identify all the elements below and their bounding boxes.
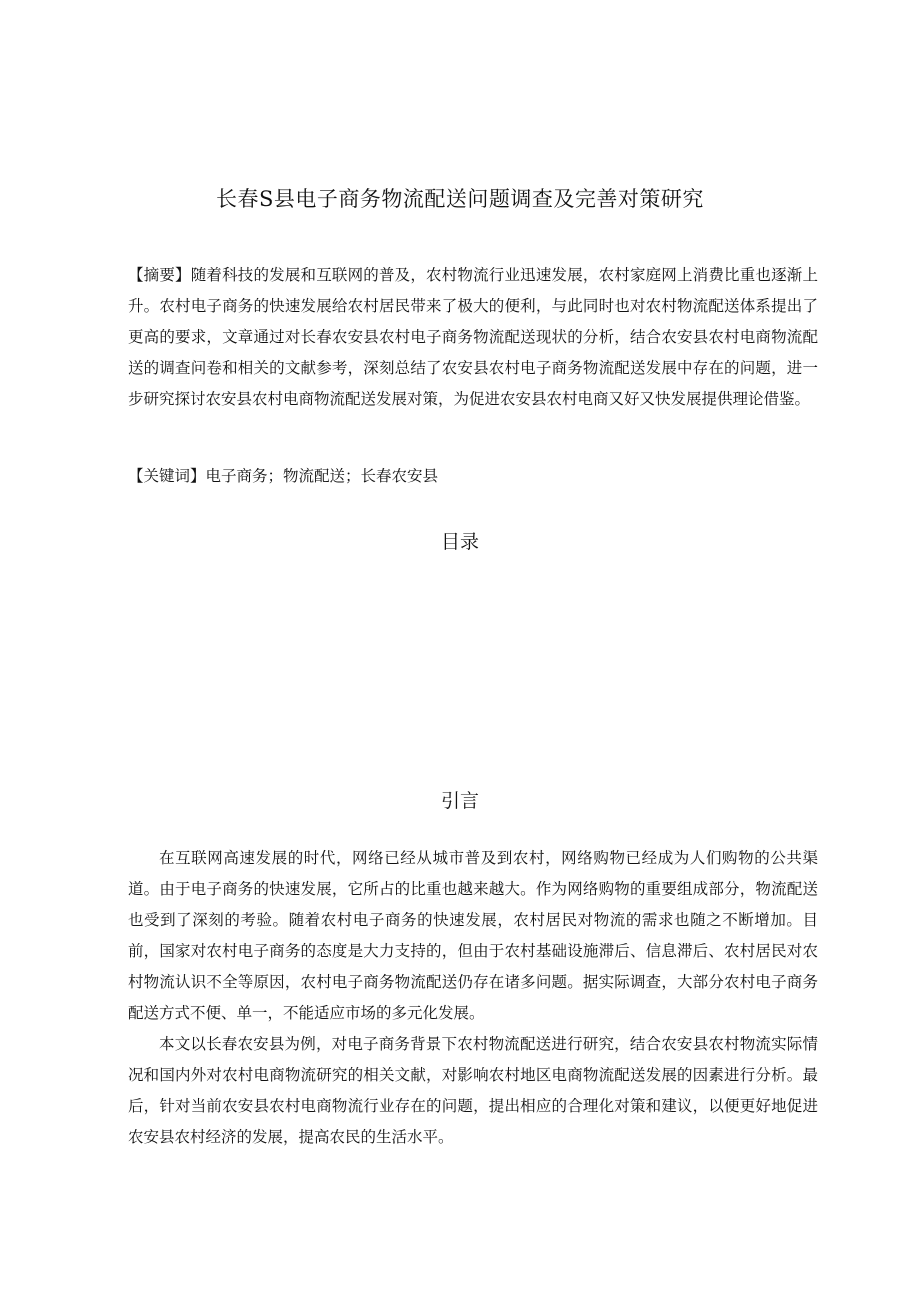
- intro-paragraph: 在互联网高速发展的时代，网络已经从城市普及到农村，网络购物已经成为人们购物的公共渠道。由于电子商务的快速发展，它所占的比重也越来越大。作为网络购物的重要组成部分，物流配送也受到了深刻的考验。随着农村电子商务的快速发展，农村居民对物流的需求也随之不断增加。目前，国家对农村电子商务的态度是大力支持的，但由于农村基础设施滞后、信息滞后、农村居民对农村物流认识不全等原因，农村电子商务物流配送仍存在诸多问题。据实际调查，大部分农村电子商务配送方式不便、单一，不能适应市场的多元化发展。: [128, 849, 818, 1022]
- intro-paragraph: 本文以长春农安县为例，对电子商务背景下农村物流配送进行研究，结合农安县农村物流实际情况和国内外对农村电商物流研究的相关文献，对影响农村地区电商物流配送发展的因素进行分析。最后，针对当前农安县农村电商物流行业存在的问题，提出相应的合理化对策和建议，以便更好地促进农安县农村经济的发展，提高农民的生活水平。: [128, 1035, 818, 1146]
- keywords-text: 电子商务；物流配送；长春农安县: [205, 467, 439, 485]
- intro-heading: 引言: [440, 790, 479, 812]
- abstract-label: 【摘要】: [128, 266, 191, 284]
- toc-heading: 目录: [440, 531, 479, 553]
- abstract-section: [128, 260, 818, 415]
- keywords-section: [128, 461, 818, 492]
- keywords-label: 【关键词】: [128, 467, 206, 485]
- abstract-text: 随着科技的发展和互联网的普及，农村物流行业迅速发展，农村家庭网上消费比重也逐渐上升。农村电子商务的快速发展给农村居民带来了极大的便利，与此同时也对农村物流配送体系提出了更高的要求，文章通过对长春农安县农村电子商务物流配送现状的分析，结合农安县农村电商物流配送的调查问卷和相关的文献参考，深刻总结了农安县农村电子商务物流配送发展中存在的问题，进一步研究探讨农安县农村电商物流配送发展对策，为促进农安县农村电商又好又快发展提供理论借鉴。: [128, 266, 818, 408]
- intro-body: [128, 843, 818, 1153]
- document-title: 长春S县电子商务物流配送问题调查及完善对策研究: [216, 187, 704, 211]
